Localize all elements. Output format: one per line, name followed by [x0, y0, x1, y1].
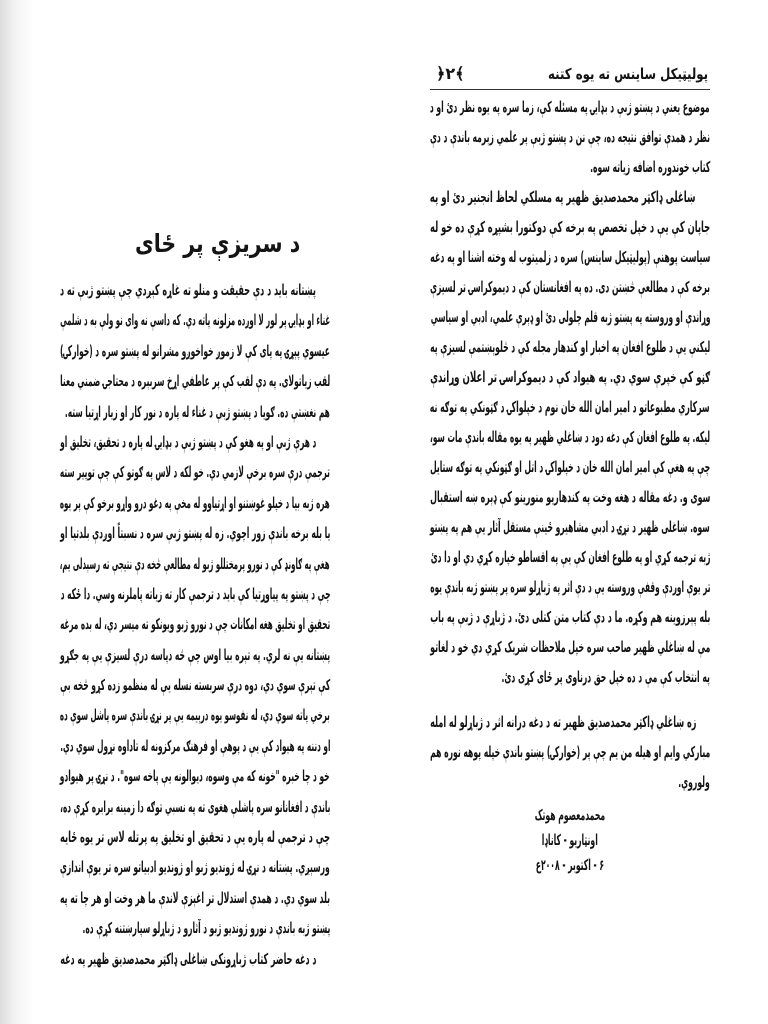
text-line: په انتخاب کې مې د ده خپل حق درناوی پر ځای کړی دئ. [501, 668, 710, 686]
text-line: سوه. ښاغلی ظهیر د نړۍ د ادبي مشاهیرو ځینې مستقل آثار یې هم په پښتو [430, 518, 710, 536]
text-line: ورسېږي. پښتانه د نړۍ له ژوندیو ژبو او ژوندیو ادبیاتو سره تر یوې اندازې [60, 858, 330, 877]
text-line: مې له ښاغلي ظهیر صاحب سره خپل ملاحظات شریک کړي دي خو د لغاتو [429, 638, 710, 656]
text-line: کتاب خوندوره اضافه زیاته سوه. [589, 158, 710, 176]
text-line: هم نغښتې ده. ګویا د پښتو ژبې د غناء له پاره د نور کار او زیار اړتیا سته. [65, 402, 330, 421]
text-line: خو د چا خبره "خونه که مې وسوه، دیوالونه یې پاخه سوه". د نړۍ پر هیوادو [60, 767, 330, 786]
text-line: سرکاري مطبوعاتو د امیر امان الله خان نوم د خپلواکۍ د ګټونکي په توګه نه [430, 398, 710, 416]
text-line: مبارکي وایم او هیله من یم چې پر (خوارکۍ) پښتو باندې خپله پوهه نوره هم [429, 743, 710, 761]
paragraph-gap [430, 692, 710, 707]
text-line: تر یوې اوږدې وقفې وروسته یې د دې اثر په ژباړلو سره پر پښتو ژبه باندې یوه [429, 578, 710, 596]
text-line: لیکنې یې د طلوع افغان په اخبار او کندهار مجله کې د څلوېښتمې لسیزې په [429, 338, 710, 356]
text-line: برخي پاته سوي دي، له نفوسو یوه درېیمه یې پر نړۍ باندې سره پاشل سوې ده [60, 706, 330, 725]
text-line: عیسوي پېړۍ په پای کې لا زموږ خواخوږو مشرانو له پښتو سره د (خوارکۍ) [60, 341, 330, 360]
left-column [60, 275, 330, 974]
signature-place: اونټاریو - کاناډا [541, 831, 599, 849]
text-line: پښتانه باید د دې حقیقت و منلو ته غاړه کېږدي چې پښتو ژبې ته د [60, 281, 316, 299]
section-heading: د سریزې پر ځای [134, 229, 300, 258]
header-rule [430, 89, 710, 90]
text-line: برخه کې د مطالعې څښتن دی. ده په افغانستان کې د دیموکراسۍ تر لسیزې [430, 278, 710, 296]
text-line: چې د ترجمې له پاره یې د تحقیق او تخلیق په پرتله لاس تر یوه ځایه [59, 828, 330, 847]
text-line: وړاندې او وروسته په پښتو ژبه قلم چلولی دئ او ډېرې علمي، ادبي او سیاسي [430, 308, 710, 326]
text-line: د دغه حاضر کتاب ژباړونکی ښاغلی ډاکټر محمدصدیق ظهیر په دغه [59, 949, 316, 968]
text-line: ګڼو کې خپرې سوي دي. په هیواد کې د دیموکراسۍ تر اعلان وړاندې [429, 368, 710, 386]
text-line: هره ژبه بیا د خپلو غوښتنو او اړتیاوو له مخې په دغو درو واړو برخو کې پر یوه [60, 493, 330, 512]
right-column [430, 92, 710, 878]
signature-date: ۶ - اکتوبر - ۲۰۰۸ع [535, 856, 605, 874]
page-number: ﴿۲﴾ [436, 64, 465, 83]
text-line: سیاست پوهنې (پولیټیکل ساینس) سره د زلمیتوب له وخته اشنا او په دغه [429, 248, 710, 266]
text-line: تحقیق او تخلیق هغه امکانات چې د نورو ژبو ویونکو ته میسر دي، له بده مرغه [59, 615, 330, 634]
text-line: ولوروي. [678, 773, 710, 791]
text-line: کې تېرې سوي دي، دوه درې سربسته نسله یې له منظمو زده کړو څخه بې [59, 676, 330, 695]
text-line: د هرې ژبې او په هغو کې د پښتو ژبې د بډایۍ له پاره د تحقیق، تخلیق او [59, 432, 316, 451]
text-line: جاپان کې یې د خپل تخصص په برخه کې دوکتورا بشپړه کړې ده خو له [429, 218, 710, 236]
text-line: باندې د افغانانو سره پاشلې هغوی ته په نسبي توګه دا زمینه برابره کړې ده، [59, 797, 330, 816]
text-line: چې د پښتو په پیاوړتیا کې باید د ترجمې کار ته زیاته پاملرنه وسي. دا ځکه د [60, 584, 330, 603]
text-line: ژبه ترجمه کړي او په طلوع افغان کې یې په اقساطو خپاره کړي دي او دا دئ [430, 548, 710, 566]
running-header-title: پولیټیکل ساینس ته یوه کتنه [547, 65, 708, 83]
text-line: ترجمې درې سره برخې لازمي دي. خو لکه د لاس په ګوتو کې چې توپیر سته [60, 463, 330, 482]
text-line: نظر د همدې توافق نتیجه ده، چې نن د پښتو ژبې پر علمي زېرمه باندې د دې [430, 128, 710, 146]
text-line: پښتو ژبه باندې د نورو ژوندیو ژبو د آثارو د ژباړلو سپارښتنه کړې ده. [82, 919, 330, 938]
text-line: سوی و. دغه مقاله د هغه وخت په کندهاریو منورینو کې ډېره ښه استقبال [429, 488, 710, 506]
text-line: موضوع یعني د پښتو ژبې د بډایۍ په مسئله کې، زما سره په یوه نظر دئ او د [430, 98, 710, 116]
text-line: لقب زیاتولای. په دې لقب کې پر عاطفي اړخ سربېره د محتاجۍ ضمني معنا [59, 372, 330, 391]
text-line: چې په هغې کې امیر امان الله خان د خپلواکۍ د اتل او ګټونکي په توګه ستایل [429, 458, 710, 476]
text-line: پښتانه یې نه لري. په تېره بیا اوس چې څه دپاسه درې لسیزې یې په جګړو [59, 645, 330, 664]
text-line: غناء او بډایۍ پر لور لا اوږده مزلونه پاته دي. که داسې نه وای نو ولې به د شلمې [59, 311, 330, 330]
signature-block [430, 797, 710, 878]
text-line: هغې په ګاونډ کې د نورو پرمختللو ژبو له مطالعې څخه دې نتیجې ته رسېدلی یم، [60, 554, 330, 573]
text-line: او دننه په هیواد کې یې د پوهې او فرهنګ مرکزونه له تاداوه نړول سوي دي. [59, 736, 330, 755]
signature-name: محمدمعصوم هوتک [534, 806, 606, 824]
text-line: یا بله برخه باندې زور اچوي. زه له پښتو ژبې سره د نسبتاً اوږدې بلدتیا او [59, 524, 330, 543]
text-line: ښاغلی ډاکټر محمدصدیق ظهیر په مسلکي لحاظ انجنیر دئ او په [430, 188, 696, 206]
text-line: زه ښاغلي ډاکټر محمدصدیق ظهیر ته د دغه درانه اثر د ژباړلو له امله [429, 713, 696, 731]
text-line: بله پېرزوینه هم وکړه. ما د دې کتاب متن کتلی دئ. د ژباړې د ژبې په باب [429, 608, 710, 626]
text-line: بلد سوي دي. د همدې استدلال تر اغېزې لاندې ما هر وخت او هر چا ته په [60, 888, 330, 907]
text-line: لیکه. په طلوع افغان کې دغه دود د ښاغلي ظهیر په یوه مقاله باندې مات سو، [429, 428, 710, 446]
